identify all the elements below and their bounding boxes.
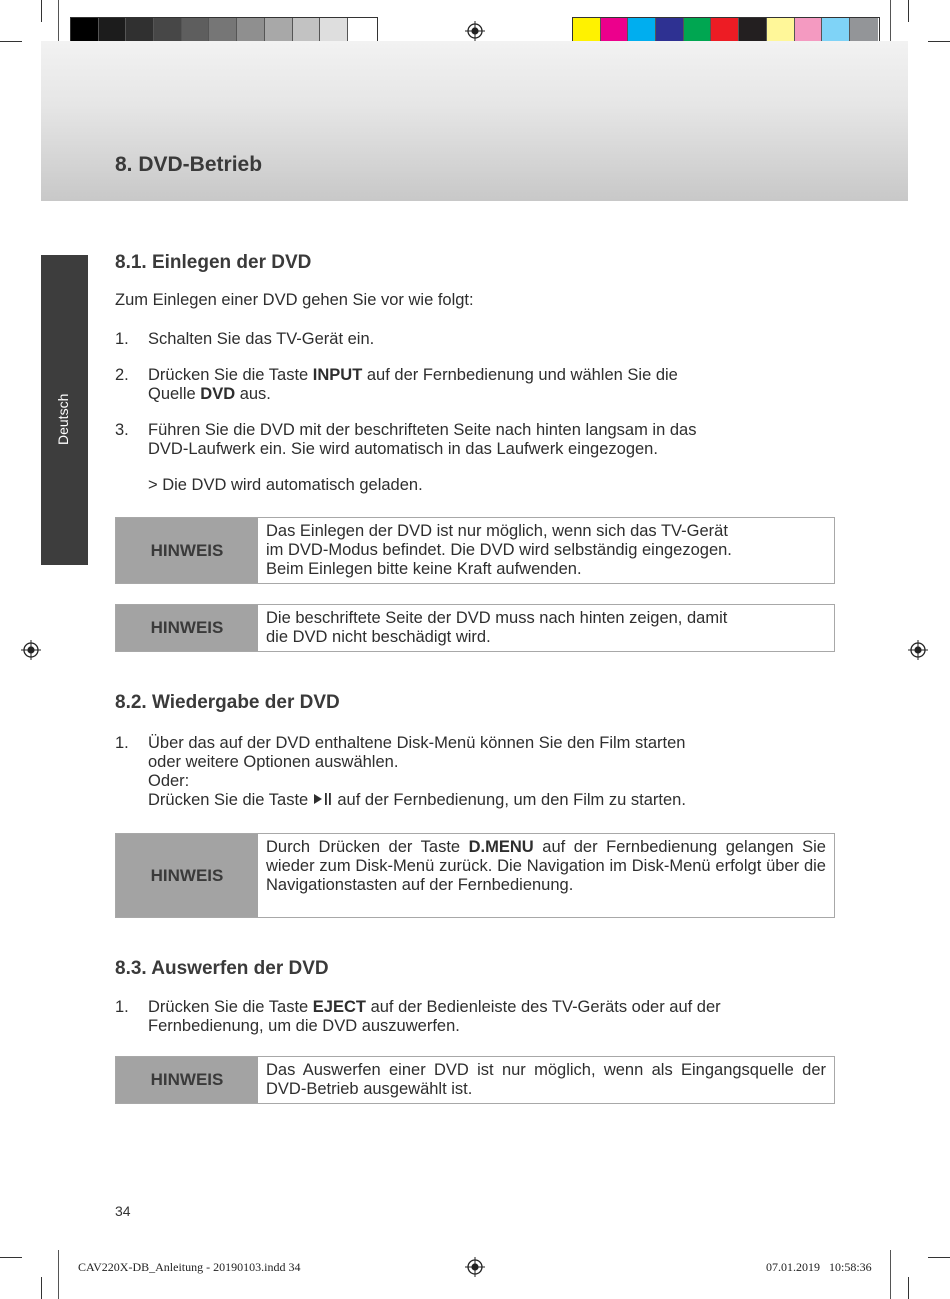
section-intro: Zum Einlegen einer DVD gehen Sie vor wie folgt: [115, 291, 474, 309]
key-name: EJECT [312, 998, 366, 1016]
step-text: Über das auf der DVD enthaltene Disk-Menü können Sie den Film starten oder weitere Optionen auswählen. Oder: Drücken Sie die Taste auf der Fernbedienung, um den Film zu starten. [148, 734, 686, 809]
step-number: 2. [115, 366, 129, 384]
note-box [115, 604, 835, 652]
crop-mark [908, 0, 909, 22]
step-result: > Die DVD wird automatisch geladen. [148, 476, 423, 494]
section-heading: 8.3. Auswerfen der DVD [115, 958, 329, 979]
crop-mark [41, 1277, 42, 1299]
note-label: HINWEIS [116, 834, 258, 917]
step-number: 1. [115, 330, 129, 348]
section-heading: 8.1. Einlegen der DVD [115, 252, 312, 273]
key-name: INPUT [312, 366, 363, 384]
note-label: HINWEIS [116, 605, 258, 651]
crop-mark [890, 1250, 891, 1299]
key-name: D.MENU [468, 838, 534, 856]
registration-mark-icon [908, 640, 928, 660]
play-pause-icon [313, 792, 333, 806]
crop-mark [928, 41, 950, 42]
crop-mark [41, 0, 42, 22]
crop-mark [0, 41, 22, 42]
step-number: 1. [115, 734, 129, 752]
note-box [115, 833, 835, 918]
note-text: Das Auswerfen einer DVD ist nur möglich, wenn als Eingangsquelle der DVD-Betrieb ausgewählt ist. [266, 1061, 826, 1098]
step-text: Schalten Sie das TV-Gerät ein. [148, 330, 375, 348]
step-text: Drücken Sie die Taste INPUT auf der Fernbedienung und wählen Sie die Quelle DVD aus. [148, 366, 678, 403]
step-text: Drücken Sie die Taste EJECT auf der Bedienleiste des TV-Geräts oder auf der Fernbedienung, um die DVD auszuwerfen. [148, 998, 721, 1035]
print-file-info: CAV220X-DB_Anleitung - 20190103.indd 34 [78, 1260, 301, 1274]
note-label: HINWEIS [116, 518, 258, 583]
step-number: 1. [115, 998, 129, 1016]
note-text: Durch Drücken der Taste D.MENU auf der Fernbedienung gelangen Sie wieder zum Disk-Menü zurück. Die Navigation im Disk-Menü erfolgt über die Navigationstasten auf der Fernbedienung. [266, 838, 826, 894]
registration-mark-icon [465, 1257, 485, 1277]
key-name: DVD [200, 385, 236, 403]
note-label: HINWEIS [116, 1057, 258, 1103]
language-tab-label: Deutsch [55, 393, 71, 445]
registration-mark-icon [21, 640, 41, 660]
page-number: 34 [115, 1203, 131, 1219]
chapter-header-band [41, 41, 908, 201]
note-box [115, 1056, 835, 1104]
crop-mark [908, 1277, 909, 1299]
note-text: Das Einlegen der DVD ist nur möglich, wenn sich das TV-Gerät im DVD-Modus befindet. Die DVD wird selbständig eingezogen. Beim Einlegen bitte keine Kraft aufwenden. [266, 522, 732, 578]
step-number: 3. [115, 421, 129, 439]
chapter-title: 8. DVD-Betrieb [115, 153, 263, 176]
note-box [115, 517, 835, 584]
step-text: Führen Sie die DVD mit der beschrifteten Seite nach hinten langsam in das DVD-Laufwerk ein. Sie wird automatisch in das Laufwerk eingezogen. [148, 421, 697, 458]
crop-mark [0, 1257, 22, 1258]
registration-mark-icon [465, 21, 485, 41]
crop-mark [928, 1257, 950, 1258]
section-heading: 8.2. Wiedergabe der DVD [115, 692, 340, 713]
print-date-time: 07.01.2019 10:58:36 [766, 1260, 872, 1274]
crop-mark [58, 1250, 59, 1299]
note-text: Die beschriftete Seite der DVD muss nach hinten zeigen, damit die DVD nicht beschädigt wird. [266, 609, 728, 646]
